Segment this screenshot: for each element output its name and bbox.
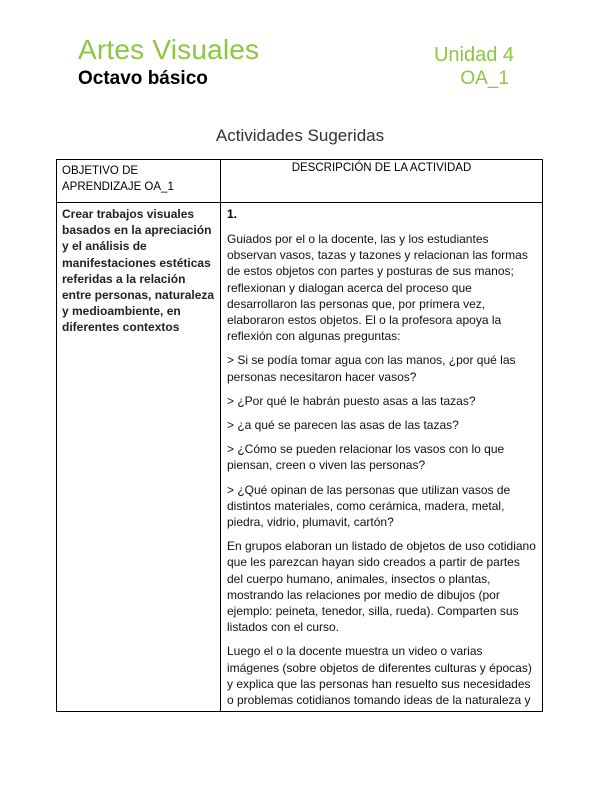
header-objective: OBJETIVO DE APRENDIZAJE OA_1 bbox=[57, 160, 221, 202]
objective-cell bbox=[57, 203, 221, 712]
video-paragraph: Luego el o la docente muestra un video o varias imágenes (sobre objetos de diferentes culturas y épocas) y explica que las personas han resuelto sus necesidades o problemas cotidianos tomando ideas de la naturaleza y bbox=[227, 644, 532, 708]
table-row bbox=[57, 203, 542, 712]
question-item: > ¿Cómo se pueden relacionar los vasos con lo que piensan, creen o viven las personas? bbox=[227, 442, 505, 473]
activity-number: 1. bbox=[227, 207, 238, 221]
objective-text: Crear trabajos visuales basados en la apreciación y el análisis de manifestaciones estéticas referidas a la relación entre personas, naturaleza y medioambiente, en diferentes contextos bbox=[62, 207, 215, 335]
section-title: Actividades Sugeridas bbox=[215, 126, 385, 145]
header-description: DESCRIPCIÓN DE LA ACTIVIDAD bbox=[291, 162, 472, 174]
question-item: > ¿a qué se parecen las asas de las tazas? bbox=[227, 418, 459, 433]
unit-label: Unidad 4 bbox=[433, 44, 514, 66]
document-title: Artes Visuales bbox=[78, 34, 260, 65]
table-header-row bbox=[57, 160, 542, 203]
question-item: > ¿Qué opinan de las personas que utilizan vasos de distintos materiales, como cerámica, madera, metal, piedra, vidrio, plumavit, cartón? bbox=[227, 482, 511, 530]
group-activity-paragraph: En grupos elaboran un listado de objetos de uso cotidiano que les parezcan hayan sido creados a partir de partes del cuerpo humano, animales, insectos o plantas, mostrando las relaciones por medio de dibujos (por ejemplo: peineta, tenedor, silla, rueda). Comparten sus listados con el curso. bbox=[227, 539, 536, 635]
objective-code: OA_1 bbox=[460, 68, 509, 89]
grade-label: Octavo básico bbox=[78, 68, 208, 89]
question-item: > Si se podía tomar agua con las manos, ¿por qué las personas necesitaron hacer vasos? bbox=[227, 353, 516, 384]
description-cell bbox=[221, 203, 542, 712]
question-item: > ¿Por qué le habrán puesto asas a las tazas? bbox=[227, 393, 476, 408]
activities-table bbox=[56, 159, 543, 712]
intro-paragraph: Guiados por el o la docente, las y los estudiantes observan vasos, tazas y tazones y relacionan las formas de estos objetos con partes y posturas de sus manos; reflexionan y dialogan acerca del proceso que desarrollaron las personas que, por primera vez, elaboraron estos objetos. El o la profesora apoya la reflexión con algunas preguntas: bbox=[227, 232, 528, 344]
